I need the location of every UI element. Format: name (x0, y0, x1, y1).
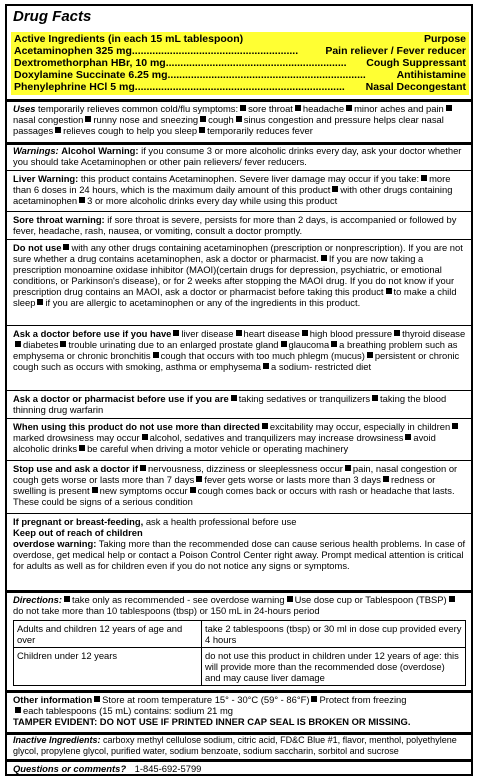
ingredient-row (14, 57, 466, 69)
use-item: sore throat (248, 103, 293, 114)
bullet-icon (302, 330, 308, 336)
bullet-icon (236, 116, 242, 122)
overdose-label: overdose warning: (13, 538, 97, 549)
uses-intro: temporarily relieves common cold/flu symptoms: (38, 103, 239, 114)
bullet-icon (200, 116, 206, 122)
do-not-use-section (13, 242, 467, 308)
ingredient-name: Dextromethorphan HBr, 10 mg.............................................................. (14, 57, 347, 69)
bullet-icon (231, 395, 237, 401)
table-row (14, 647, 465, 685)
table-cell-dose: take 2 tablespoons (tbsp) or 30 ml in dose cup provided every 4 hours (205, 623, 462, 645)
ingredient-row (14, 45, 466, 57)
ingredient-row (14, 69, 466, 81)
bullet-icon (331, 341, 337, 347)
ask-pharmacist-section (13, 393, 467, 415)
when-using-label: When using this product do not use more than directed (13, 421, 260, 432)
bullet-icon (383, 476, 389, 482)
ask-doctor-section (13, 328, 467, 372)
liver-warning-label: Liver Warning: (13, 173, 79, 184)
alcohol-warning-text: if you consume 3 or more alcoholic drinks every day, ask your doctor whether you should take Acetaminophen or other pain relievers/ fever reducers. (13, 145, 462, 167)
pregnancy-text: ask a health professional before use (145, 516, 297, 527)
ingredient-purpose: Pain reliever / Fever reducer (325, 45, 466, 57)
pharmacist-item: taking the blood thinning drug warfarin (13, 393, 447, 415)
condition-item: thyroid disease (402, 328, 466, 339)
divider (7, 99, 471, 102)
ingredient-purpose: Nasal Decongestant (365, 81, 466, 93)
ask-doctor-label: Ask a doctor before use if you have (13, 328, 172, 339)
overdose-text: Taking more than the recommended dose can cause serious health problems. In case of overdose, get medical help or contact a Poison Control Center right away. Prompt medical attention is critical for adults as well as for children even if you do not notice any signs or symptoms. (13, 538, 466, 571)
bullet-icon (94, 696, 100, 702)
use-item: relieves cough to help you sleep (63, 125, 198, 136)
table-cell-dose: do not use this product in children under 12 years of age: this will provide more than the recommended dose (overdose) and may cause liver damage (205, 650, 459, 683)
bullet-icon (332, 186, 338, 192)
ask-pharmacist-label: Ask a doctor or pharmacist before use if you are (13, 393, 229, 404)
stop-use-item: new symptoms occur (99, 485, 188, 496)
when-using-item: excitability may occur, especially in children (269, 421, 451, 432)
bullet-icon (173, 330, 179, 336)
liver-item: with other drugs containing acetaminophen (13, 184, 453, 206)
ingredient-name: Phenylephrine HCl 5 mg........................................................................ (14, 81, 345, 93)
bullet-icon (60, 341, 66, 347)
condition-item: glaucoma (288, 339, 330, 350)
direction-item: do not take more than 10 tablespoons (tbsp) or 150 mL in 24-hours period (13, 605, 320, 616)
divider (7, 325, 471, 326)
pregnancy-label: If pregnant or breast-feeding, (13, 516, 144, 527)
bullet-icon (240, 105, 246, 111)
phone-number: 1-845-692-5799 (134, 763, 202, 774)
bullet-icon (367, 352, 373, 358)
do-not-use-item: If you are now taking a prescription monoamine oxidase inhibitor (MAOI)(certain drugs for depression, psychiatric, or emotional conditions, or Parkinson's disease), or for 2 weeks after stopping the MAOI drug. If you do not know if your prescription drug contains an MAOI, ask a doctor or pharmacist before taking this product (13, 253, 455, 297)
warnings-label: Warnings: (13, 145, 59, 156)
bullet-icon (92, 487, 98, 493)
bullet-icon (140, 465, 146, 471)
stop-use-item: cough comes back or occurs with rash or headache that lasts. These could be signs of a serious condition (13, 485, 455, 507)
bullet-icon (37, 299, 43, 305)
when-using-section (13, 421, 467, 454)
bullet-icon (190, 487, 196, 493)
stop-use-section (13, 463, 467, 507)
active-ingredients-box (11, 32, 469, 95)
bullet-icon (295, 105, 301, 111)
bullet-icon (15, 341, 21, 347)
bullet-icon (63, 244, 69, 250)
condition-item: high blood pressure (309, 328, 393, 339)
liver-warning-text: this product contains Acetaminophen. Severe liver damage may occur if you take: (80, 173, 420, 184)
other-information-label: Other information (13, 694, 93, 705)
when-using-item: alcohol, sedatives and tranquilizers may increase drowsiness (149, 432, 404, 443)
questions-section (13, 763, 467, 774)
use-item: headache (302, 103, 345, 114)
alcohol-warning-label: Alcohol Warning: (61, 145, 139, 156)
bullet-icon (321, 255, 327, 261)
stop-use-item: redness or swelling is present (13, 474, 436, 496)
bullet-icon (15, 707, 21, 713)
bullet-icon (196, 476, 202, 482)
inactive-ingredients-text: carboxy methyl cellulose sodium, citric acid, FD&C Blue #1, flavor, menthol, polyethylene glycol, propylene glycol, purified water, sodium benzoate, sodium saccharin, sorbitol and sucrose (13, 735, 457, 756)
divider (7, 460, 471, 461)
stop-use-item: nervousness, dizziness or sleeplessness occur (148, 463, 343, 474)
ingredient-purpose: Cough Suppressant (366, 57, 466, 69)
liver-warning (13, 173, 467, 206)
bullet-icon (281, 341, 287, 347)
divider (7, 170, 471, 171)
condition-item: trouble urinating due to an enlarged prostate gland (68, 339, 279, 350)
alcohol-warning (13, 145, 467, 167)
divider (7, 418, 471, 419)
bullet-icon (386, 288, 392, 294)
bullet-icon (372, 395, 378, 401)
bullet-icon (346, 105, 352, 111)
divider (7, 390, 471, 391)
questions-label: Questions or comments? (13, 763, 127, 774)
condition-item: a breathing problem such as emphysema or chronic bronchitis (13, 339, 458, 361)
bullet-icon (449, 596, 455, 602)
panel-title: Drug Facts (13, 8, 92, 25)
condition-item: a sodium- restricted diet (271, 361, 372, 372)
tamper-evident-notice: TAMPER EVIDENT: DO NOT USE IF PRINTED INNER CAP SEAL IS BROKEN OR MISSING. (13, 716, 411, 727)
use-item: nasal congestion (13, 114, 84, 125)
condition-item: persistent or chronic cough such as occurs with smoking, asthma or emphysema (13, 350, 460, 372)
direction-item: Use dose cup or Tablespoon (TBSP) (294, 594, 447, 605)
do-not-use-item: if you are allergic to acetaminophen or any of the ingredients in this product. (45, 297, 361, 308)
use-item: runny nose and sneezing (93, 114, 199, 125)
do-not-use-label: Do not use (13, 242, 62, 253)
ingredient-row (14, 81, 466, 93)
uses-section (13, 103, 467, 136)
bullet-icon (85, 116, 91, 122)
bullet-icon (142, 434, 148, 440)
direction-item: take only as recommended - see overdose warning (71, 594, 285, 605)
table-cell-age: Children under 12 years (14, 648, 202, 685)
inactive-ingredients-section (13, 735, 467, 757)
bullet-icon (287, 596, 293, 602)
sore-throat-text: if sore throat is severe, persists for more than 2 days, is accompanied or followed by fever, headache, rash, nausea, or vomiting, consult a doctor promptly. (13, 214, 457, 236)
liver-item: 3 or more alcoholic drinks every day while using this product (87, 195, 338, 206)
pregnancy-section (13, 516, 467, 571)
bullet-icon (452, 423, 458, 429)
liver-item: more than 6 doses in 24 hours, which is the maximum daily amount of this product (13, 173, 451, 195)
bullet-icon (55, 127, 61, 133)
bullet-icon (405, 434, 411, 440)
do-not-use-item: to make a child sleep (13, 286, 457, 308)
bullet-icon (345, 465, 351, 471)
pharmacist-item: taking sedatives or tranquilizers (238, 393, 371, 404)
other-item: each tablespoons (15 mL) contains: sodium 21 mg (23, 705, 234, 716)
condition-item: diabetes (23, 339, 59, 350)
divider (7, 590, 471, 593)
stop-use-item: pain, nasal congestion or cough gets worse or lasts more than 7 days (13, 463, 458, 485)
table-row (14, 621, 465, 647)
bullet-icon (394, 330, 400, 336)
condition-item: cough that occurs with too much phlegm (mucus) (160, 350, 365, 361)
bullet-icon (64, 596, 70, 602)
condition-item: heart disease (243, 328, 300, 339)
dosage-table (13, 620, 466, 686)
bullet-icon (199, 127, 205, 133)
directions-label: Directions: (13, 594, 62, 605)
stop-use-item: fever gets worse or lasts more than 3 days (204, 474, 381, 485)
divider (7, 690, 471, 693)
uses-label: Uses (13, 103, 36, 114)
other-item: Protect from freezing (319, 694, 407, 705)
directions-section (13, 594, 467, 616)
sore-throat-warning (13, 214, 467, 236)
divider (7, 211, 471, 212)
drug-facts-panel (5, 4, 473, 776)
bullet-icon (153, 352, 159, 358)
bullet-icon (236, 330, 242, 336)
sore-throat-label: Sore throat warning: (13, 214, 105, 225)
other-information-section (13, 694, 467, 727)
divider (7, 239, 471, 240)
when-using-item: avoid alcoholic drinks (13, 432, 436, 454)
bullet-icon (263, 363, 269, 369)
table-cell-age: Adults and children 12 years of age and over (14, 621, 202, 647)
ingredient-name: Acetaminophen 325 mg......................................................... (14, 45, 299, 57)
bullet-icon (421, 175, 427, 181)
inactive-ingredients-label: Inactive Ingredients: (13, 735, 101, 745)
do-not-use-item: with any other drugs containing acetaminophen (prescription or nonprescription). If you are not sure whether a drug contains acetaminophen, ask a doctor or pharmacist. (13, 242, 463, 264)
use-item: minor aches and pain (354, 103, 444, 114)
when-using-item: marked drowsiness may occur (13, 432, 140, 443)
when-using-item: be careful when driving a motor vehicle or operating machinery (87, 443, 349, 454)
bullet-icon (446, 105, 452, 111)
ingredient-purpose: Antihistamine (396, 69, 466, 81)
condition-item: liver disease (181, 328, 234, 339)
bullet-icon (79, 197, 85, 203)
stop-use-label: Stop use and ask a doctor if (13, 463, 139, 474)
keep-out-label: Keep out of reach of children (13, 527, 143, 538)
use-item: sinus congestion and pressure helps clear nasal passages (13, 114, 444, 136)
use-item: temporarily reduces fever (207, 125, 313, 136)
divider (7, 759, 471, 762)
active-ingredients-heading: Active Ingredients (in each 15 mL tablespoon) (14, 33, 244, 45)
bullet-icon (262, 423, 268, 429)
divider (7, 513, 471, 514)
other-item: Store at room temperature 15° - 30°C (59° - 86°F) (102, 694, 310, 705)
bullet-icon (79, 445, 85, 451)
use-item: cough (208, 114, 234, 125)
active-ingredients-header (14, 33, 466, 45)
ingredient-name: Doxylamine Succinate 6.25 mg.................................................................... (14, 69, 366, 81)
bullet-icon (311, 696, 317, 702)
purpose-heading: Purpose (423, 33, 466, 45)
